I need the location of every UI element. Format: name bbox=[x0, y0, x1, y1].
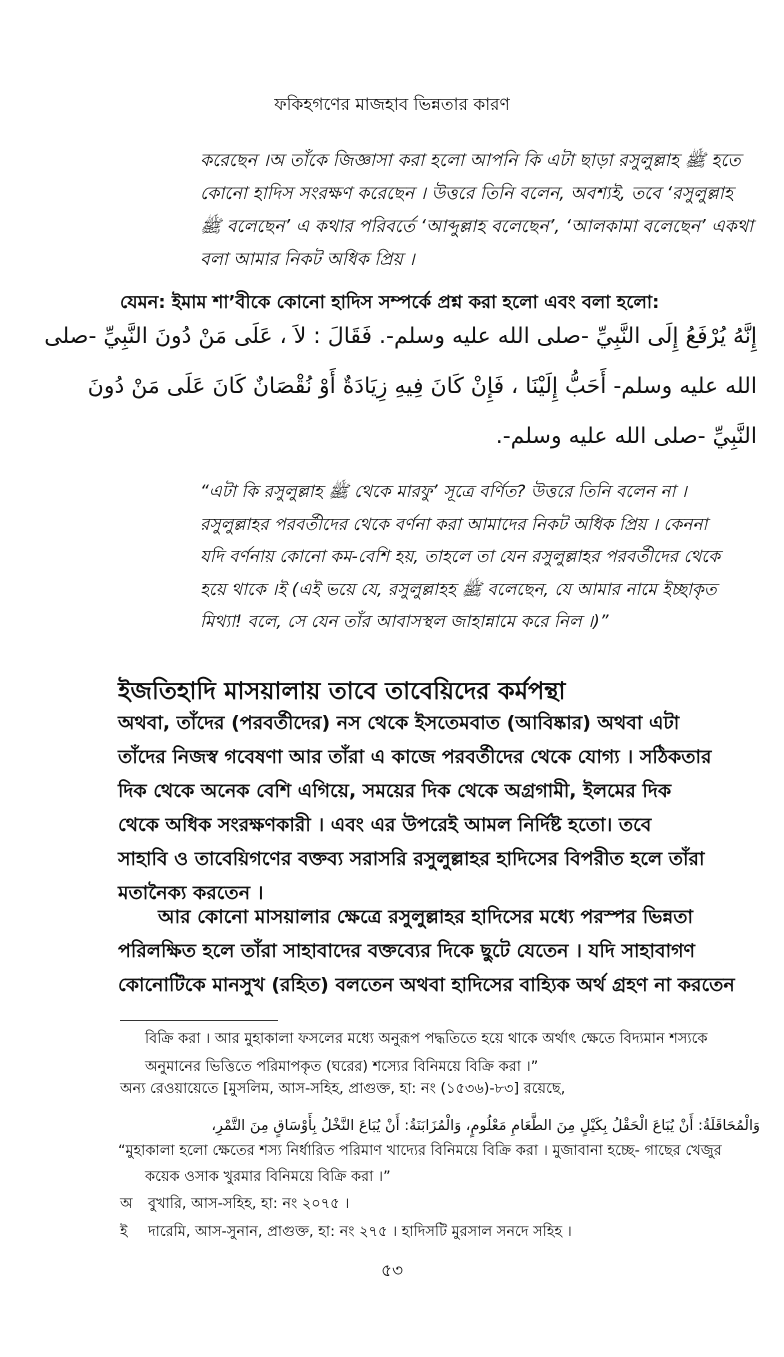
quote-block-1 bbox=[200, 145, 754, 277]
quote2-line: হয়ে থাকে ।ই (এই ভয়ে যে, রসুলুল্লাহহ ﷺ বলেছেন, যে আমার নামে ইচ্ছাকৃত bbox=[200, 579, 717, 600]
quote1-line: করেছেন ।অ তাঁকে জিজ্ঞাসা করা হলো আপনি কি এটা ছাড়া রসুলুল্লাহ ﷺ হতে bbox=[200, 151, 741, 171]
page-number: ৫৩ bbox=[380, 1261, 404, 1281]
footnote-line: বিক্রি করা । আর মুহাকালা ফসলের মধ্যে অনুরূপ পদ্ধতিতে হয়ে থাকে অর্থাৎ ক্ষেতে বিদ্যমান শস্যকে bbox=[145, 1031, 708, 1047]
body-paragraph-2 bbox=[118, 900, 763, 1002]
body-line: পরিলক্ষিত হলে তাঁরা সাহাবাদের বক্তব্যের দিকে ছুটে যেতেন । যদি সাহাবাগণ bbox=[118, 940, 696, 962]
arabic-line: الله عليه وسلم- أَحَبُّ إِلَيْنَا ، فَإِنْ كَانَ فِيهِ زِيَادَةٌ أَوْ نُقْصَانٌ كَانَ عَلَى مَنْ دُونَ bbox=[87, 374, 757, 399]
quote2-line: “এটা কি রসুলুল্লাহ ﷺ থেকে মারফু’ সূত্রে বর্ণিত? উত্তরে তিনি বলেন না । bbox=[200, 482, 687, 502]
arabic-line: إِنَّهُ يُرْفَعُ إِلَى النَّبِيِّ -صلى الله عليه وسلم-. فَقَالَ : لاَ ، عَلَى مَنْ دُونَ النَّبِيِّ -صلى bbox=[44, 324, 757, 349]
section-heading: ইজতিহাদি মাসয়ালায় তাবে তাবেয়িদের কর্মপন্থা bbox=[118, 677, 566, 705]
footnote-arabic-text: وَالْمُحَاقَلَةُ: أَنْ يُبَاعَ الْحَقْلُ بِكَيْلٍ مِنَ الطَّعَامِ مَعْلُومٍ، وَالْمُزَابَنَةُ: أَنْ يُبَاعَ النَّخْلُ بِأَوْسَاقٍ مِنَ التَّمْرِ، bbox=[211, 1118, 760, 1134]
footnote-ref-text: বুখারি, আস-সহিহ, হা: নং ২০৭৫ । bbox=[148, 1196, 350, 1212]
quote-block-2 bbox=[200, 476, 765, 639]
quote1-line: ﷺ বলেছেন’ এ কথার পরিবর্তে ‘আব্দুল্লাহ বলেছেন’, ‘আলকামা বলেছেন’ একথা bbox=[200, 217, 754, 237]
footnote-ref-text: দারেমি, আস-সুনান, প্রাগুক্ত, হা: নং ২৭৫ । হাদিসটি মুরসাল সনদে সহিহ । bbox=[148, 1224, 572, 1240]
footnote-ref-a bbox=[120, 1192, 349, 1216]
quote2-line: রসুলুল্লাহর পরবর্তীদের থেকে বর্ণনা করা আমাদের নিকট অধিক প্রিয় । কেননা bbox=[200, 514, 708, 535]
footnote-continuation bbox=[145, 1025, 760, 1081]
body-paragraph-1 bbox=[118, 706, 763, 910]
body-line: আর কোনো মাসয়ালার ক্ষেত্রে রসুলুল্লাহর হাদিসের মধ্যে পরস্পর ভিন্নতা bbox=[158, 906, 693, 928]
body-line: দিক থেকে অনেক বেশি এগিয়ে, সময়ের দিক থেকে অগ্রগামী, ইলমের দিক bbox=[118, 780, 672, 802]
running-header: ফকিহগণের মাজহাব ভিন্নতার কারণ bbox=[274, 95, 510, 115]
body-line: থেকে অধিক সংরক্ষণকারী । এবং এর উপরেই আমল নির্দিষ্ট হতো। তবে bbox=[118, 814, 652, 836]
footnote-ref-i bbox=[120, 1220, 572, 1244]
intro-line: যেমন: ইমাম শা’বীকে কোনো হাদিস সম্পর্কে প্রশ্ন করা হলো এবং বলা হলো: bbox=[120, 292, 660, 313]
body-line: মতানৈক্য করতেন । bbox=[118, 882, 264, 904]
footnote-marker: ই bbox=[120, 1224, 128, 1240]
body-line: কোনোটিকে মানসুখ (রহিত) বলতেন অথবা হাদিসের বাহ্যিক অর্থ গ্রহণ না করতেন bbox=[118, 974, 735, 996]
quote1-line: বলা আমার নিকট অধিক প্রিয় । bbox=[200, 250, 415, 270]
footnote-other-narration: অন্য রেওয়ায়েতে [মুসলিম, আস-সহিহ, প্রাগুক্ত, হা: নং (১৫৩৬)-৮৩] রয়েছে, bbox=[120, 1081, 566, 1097]
quote2-line: মিথ্যা! বলে, সে যেন তাঁর আবাসস্থল জাহান্নামে করে নিল ।)” bbox=[200, 612, 609, 632]
footnote-marker: অ bbox=[120, 1196, 133, 1212]
footnote-line: অনুমানের ভিত্তিতে পরিমাপকৃত (ঘরের) শস্যের বিনিময়ে বিক্রি করা ।” bbox=[145, 1059, 539, 1075]
arabic-line: النَّبِيِّ -صلى الله عليه وسلم-. bbox=[495, 424, 757, 449]
footnote-definition bbox=[118, 1138, 760, 1190]
footnote-line: কয়েক ওসাক খুরমার বিনিময়ে বিক্রি করা ।” bbox=[145, 1169, 391, 1185]
footnote-line: “মুহাকালা হলো ক্ষেতের শস্য নির্ধারিত পরিমাণ খাদ্যের বিনিময়ে বিক্রি করা । মুজাবানা হচ্ছে- গাছের খেজুর bbox=[118, 1143, 722, 1159]
body-line: তাঁদের নিজস্ব গবেষণা আর তাঁরা এ কাজে পরবর্তীদের থেকে যোগ্য । সঠিকতার bbox=[118, 746, 712, 768]
footnote-divider bbox=[120, 1020, 278, 1021]
arabic-hadith-text bbox=[44, 312, 757, 462]
quote1-line: কোনো হাদিস সংরক্ষণ করেছেন । উত্তরে তিনি বলেন, অবশ্যই, তবে ‘রসুলুল্লাহ bbox=[200, 184, 733, 204]
quote2-line: যদি বর্ণনায় কোনো কম-বেশি হয়, তাহলে তা যেন রসুলুল্লাহর পরবর্তীদের থেকে bbox=[200, 547, 721, 567]
body-line: সাহাবি ও তাবেয়িগণের বক্তব্য সরাসরি রসুলুল্লাহর হাদিসের বিপরীত হলে তাঁরা bbox=[118, 848, 705, 870]
body-line: অথবা, তাঁদের (পরবর্তীদের) নস থেকে ইসতেমবাত (আবিষ্কার) অথবা এটা bbox=[118, 712, 680, 734]
